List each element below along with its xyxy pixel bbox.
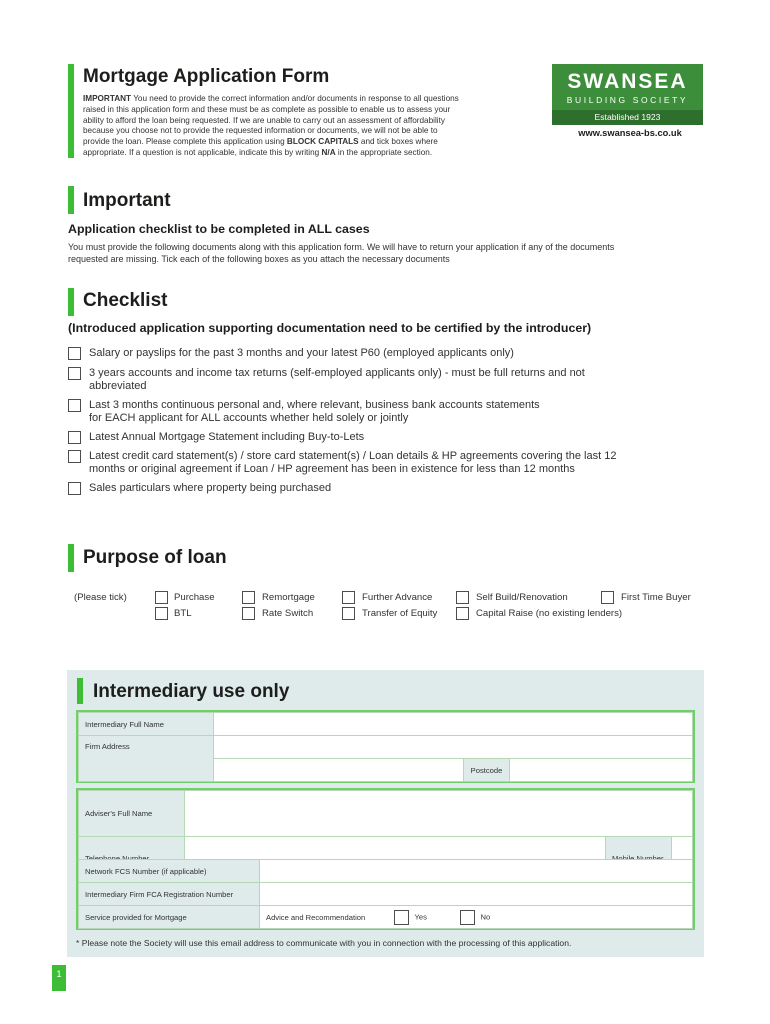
yes-label: Yes <box>414 912 427 921</box>
logo-name: SWANSEA <box>567 70 688 93</box>
title-accent-bar <box>68 64 74 158</box>
purpose-checkbox-rate-switch[interactable] <box>242 607 255 620</box>
purpose-heading: Purpose of loan <box>83 547 227 568</box>
purpose-option-label: Self Build/Renovation <box>476 592 568 603</box>
purpose-option-label: Remortgage <box>262 592 315 603</box>
page-title: Mortgage Application Form <box>83 66 330 87</box>
intro-text: IMPORTANT You need to provide the correct information and/or documents in response to all questions raised in this application form and these must be as complete as possible to enable us to assess your ability to afford the loan being requested. If we are unable to carry out an assessment of affordability because you choose not to provide the requested information or documents, we will not be able to provide the loan. Please complete this application using BLOCK CAPITALS and tick boxes where appropriate. If a question is not applicable, indicate this by writing N/A in the appropriate section. <box>83 94 459 157</box>
important-heading: Important <box>83 190 171 211</box>
page-number: 1 <box>52 965 66 991</box>
checklist-checkbox-credit-cards[interactable] <box>68 450 81 463</box>
purpose-checkbox-purchase[interactable] <box>155 591 168 604</box>
purpose-option-label: First Time Buyer <box>621 592 691 603</box>
purpose-option-label: Capital Raise (no existing lenders) <box>476 608 623 619</box>
no-option <box>454 906 693 929</box>
checklist-item: Salary or payslips for the past 3 months and your latest P60 (employed applicants only) <box>89 347 514 359</box>
intermediary-firm-table <box>76 710 695 783</box>
full-name-field[interactable] <box>214 713 693 736</box>
postcode-field[interactable] <box>510 759 693 782</box>
service-label: Service provided for Mortgage <box>79 906 260 929</box>
purpose-checkbox-self-build[interactable] <box>456 591 469 604</box>
purpose-option-label: Rate Switch <box>262 608 314 619</box>
firm-address-field-2[interactable] <box>214 759 464 782</box>
intermediary-adviser-table <box>76 788 695 930</box>
adviser-name-field[interactable] <box>185 791 693 837</box>
swansea-logo <box>552 64 703 125</box>
network-fcs-label: Network FCS Number (if applicable) <box>79 860 260 883</box>
important-text: You must provide the following documents along with this application form. We will have to return your application if any of the documents requested are missing. Tick each of the following boxes as you attach the necessary documents <box>68 242 615 264</box>
purpose-checkbox-btl[interactable] <box>155 607 168 620</box>
fca-reg-label: Intermediary Firm FCA Registration Number <box>79 883 260 906</box>
checklist-item: 3 years accounts and income tax returns (self-employed applicants only) - must be full returns and not abbreviated <box>89 367 585 392</box>
intermediary-accent-bar <box>77 678 83 704</box>
checklist-checkbox-accounts[interactable] <box>68 367 81 380</box>
yes-option <box>388 906 454 929</box>
postcode-label: Postcode <box>464 759 510 782</box>
checklist-checkbox-mortgage-statement[interactable] <box>68 431 81 444</box>
advice-label: Advice and Recommendation <box>260 906 388 929</box>
checklist-item: Latest credit card statement(s) / store card statement(s) / Loan details & HP agreements covering the last 12 months or original agreement if Loan / HP agreement has been in existence for less than 12 months <box>89 450 617 475</box>
logo-subtitle: BUILDING SOCIETY <box>566 95 689 105</box>
purpose-accent-bar <box>68 544 74 572</box>
checklist-heading: Checklist <box>83 290 168 311</box>
purpose-checkbox-further-advance[interactable] <box>342 591 355 604</box>
checklist-checkbox-sales-particulars[interactable] <box>68 482 81 495</box>
checklist-accent-bar <box>68 288 74 316</box>
important-accent-bar <box>68 186 74 214</box>
purpose-checkbox-first-time-buyer[interactable] <box>601 591 614 604</box>
firm-address-label: Firm Address <box>79 736 214 782</box>
checklist-subheading: (Introduced application supporting documentation need to be certified by the introducer) <box>68 321 592 335</box>
fca-reg-field[interactable] <box>260 883 693 906</box>
no-label: No <box>480 912 491 921</box>
checklist-checkbox-bank-statements[interactable] <box>68 399 81 412</box>
purpose-option-label: BTL <box>174 608 192 619</box>
purpose-option-label: Transfer of Equity <box>362 608 438 619</box>
checklist-item: Latest Annual Mortgage Statement including Buy-to-Lets <box>89 431 365 443</box>
firm-address-field[interactable] <box>214 736 693 759</box>
important-subheading: Application checklist to be completed in ALL cases <box>68 222 370 236</box>
email-footnote: * Please note the Society will use this email address to communicate with you in connection with the processing of this application. <box>76 938 572 948</box>
purpose-option-label: Further Advance <box>362 592 433 603</box>
website-link[interactable]: www.swansea-bs.co.uk <box>578 128 682 138</box>
purpose-checkbox-transfer-equity[interactable] <box>342 607 355 620</box>
full-name-label: Intermediary Full Name <box>79 713 214 736</box>
purpose-option-label: Purchase <box>174 592 215 603</box>
no-checkbox[interactable] <box>460 910 475 925</box>
adviser-name-label: Adviser's Full Name <box>79 791 185 837</box>
checklist-checkbox-payslips[interactable] <box>68 347 81 360</box>
purpose-checkbox-remortgage[interactable] <box>242 591 255 604</box>
yes-checkbox[interactable] <box>394 910 409 925</box>
purpose-checkbox-capital-raise[interactable] <box>456 607 469 620</box>
checklist-item: Sales particulars where property being purchased <box>89 482 332 494</box>
checklist-item: Last 3 months continuous personal and, where relevant, business bank accounts statements for EACH applicant for ALL accounts whether held solely or jointly <box>89 399 540 424</box>
network-fcs-field[interactable] <box>260 860 693 883</box>
purpose-prompt: (Please tick) <box>74 592 127 603</box>
intermediary-heading: Intermediary use only <box>93 681 290 702</box>
logo-established: Established 1923 <box>552 110 703 125</box>
